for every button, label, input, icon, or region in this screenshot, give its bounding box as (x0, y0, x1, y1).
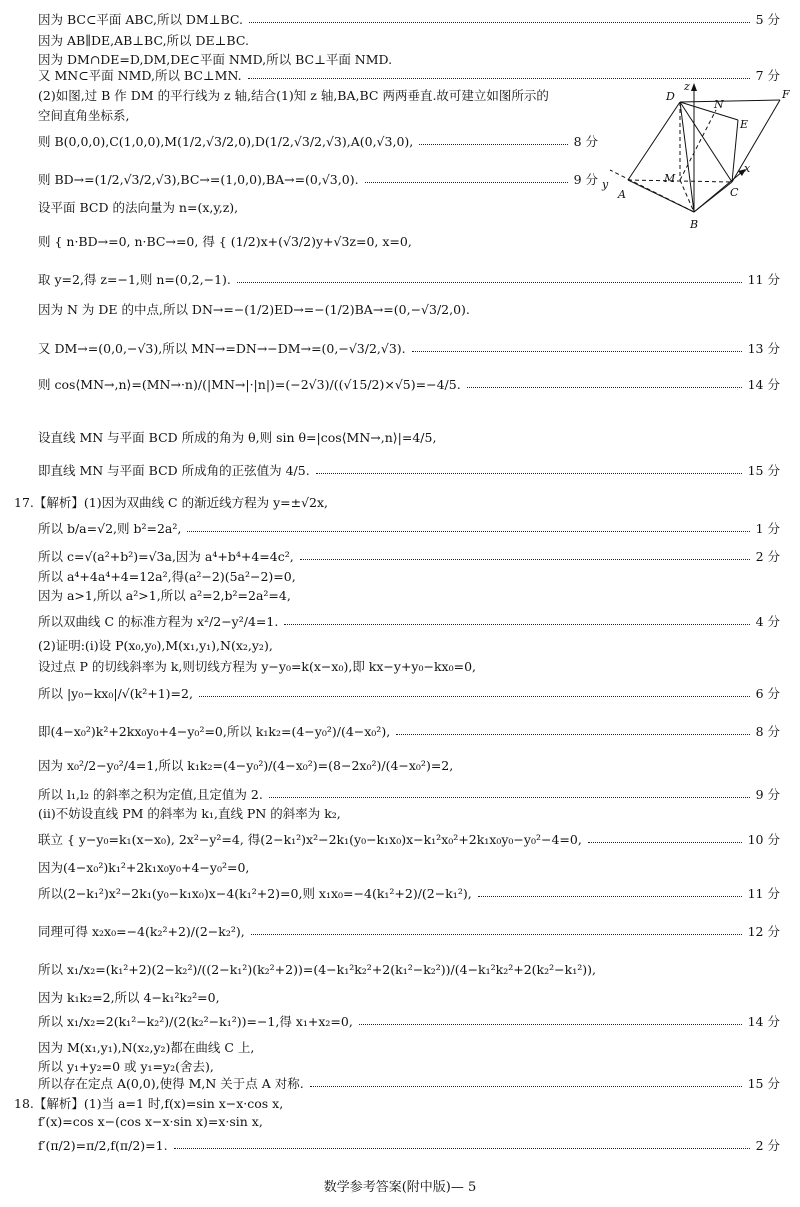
solution-line: 因为 N 为 DE 的中点,所以 DN→=−(1/2)ED→=−(1/2)BA→=(0,−√3/2,0). (38, 302, 470, 317)
solution-line: (2)证明:(ⅰ)设 P(x₀,y₀),M(x₁,y₁),N(x₂,y₂), (38, 638, 273, 653)
figure-label: M (664, 172, 676, 185)
solution-line: f′(π/2)=π/2,f(π/2)=1. 2 分 (38, 1138, 780, 1153)
solution-line: 所以 y₁+y₂=0 或 y₁=y₂(舍去), (38, 1059, 214, 1074)
figure-label: C (730, 186, 739, 199)
solution-line: 取 y=2,得 z=−1,则 n=(0,2,−1). 11 分 (38, 272, 780, 287)
figure-label: A (618, 188, 626, 201)
solution-line: 所以 l₁,l₂ 的斜率之积为定值,且定值为 2. 9 分 (38, 787, 780, 802)
solution-line: 又 MN⊂平面 NMD,所以 BC⊥MN. 7 分 (38, 68, 780, 83)
solution-line: 因为 x₀²/2−y₀²/4=1,所以 k₁k₂=(4−y₀²)/(4−x₀²)=(8−2x₀²)/(4−x₀²)=2, (38, 758, 454, 773)
solution-line: 所以存在定点 A(0,0),使得 M,N 关于点 A 对称. 15 分 (38, 1076, 780, 1091)
figure-label: F (782, 88, 790, 101)
solution-line: 则 cos⟨MN→,n⟩=(MN→·n)/(|MN→|·|n|)=(−2√3)/((√15/2)×√5)=−4/5. 14 分 (38, 377, 780, 392)
solution-line: 因为 k₁k₂=2,所以 4−k₁²k₂²=0, (38, 990, 220, 1005)
figure-label: y (602, 178, 609, 191)
solution-line: 设平面 BCD 的法向量为 n=(x,y,z), (38, 200, 239, 215)
solution-line: 则 { n·BD→=0, n·BC→=0, 得 { (1/2)x+(√3/2)y+√3z=0, x=0, (38, 234, 412, 249)
solution-line: 所以双曲线 C 的标准方程为 x²/2−y²/4=1. 4 分 (38, 614, 780, 629)
solution-line: 即直线 MN 与平面 BCD 所成角的正弦值为 4/5. 15 分 (38, 463, 780, 478)
solution-line: 则 BD→=(1/2,√3/2,√3),BC→=(1,0,0),BA→=(0,√3,0). 9 分 (38, 172, 598, 187)
solution-line: 即(4−x₀²)k²+2kx₀y₀+4−y₀²=0,所以 k₁k₂=(4−y₀²)/(4−x₀²), 8 分 (38, 724, 780, 739)
solution-line: f′(x)=cos x−(cos x−x·sin x)=x·sin x, (38, 1114, 263, 1129)
figure-label: B (690, 218, 699, 231)
solution-line: 同理可得 x₂x₀=−4(k₂²+2)/(2−k₂²), 12 分 (38, 924, 780, 939)
solution-line: 则 B(0,0,0),C(1,0,0),M(1/2,√3/2,0),D(1/2,√3/2,√3),A(0,√3,0), 8 分 (38, 134, 598, 149)
figure-label: x (744, 162, 751, 175)
solution-line: 空间直角坐标系, (38, 108, 130, 123)
solution-line: 又 DM→=(0,0,−√3),所以 MN→=DN→−DM→=(0,−√3/2,√3). 13 分 (38, 341, 780, 356)
solution-line: 因为 M(x₁,y₁),N(x₂,y₂)都在曲线 C 上, (38, 1040, 255, 1055)
solution-line: 所以 c=√(a²+b²)=√3a,因为 a⁴+b⁴+4=4c², 2 分 (38, 549, 780, 564)
solution-line: 所以 x₁/x₂=(k₁²+2)(2−k₂²)/((2−k₁²)(k₂²+2))=(4−k₁²k₂²+2(k₁²−k₂²))/(4−k₁²k₂²+2(k₂²−k₁²)), (38, 962, 596, 977)
figure-label: E (740, 118, 749, 131)
solution-line: 因为(4−x₀²)k₁²+2k₁x₀y₀+4−y₀²=0, (38, 860, 250, 875)
page-footer: 数学参考答案(附中版)— 5 (323, 1180, 477, 1195)
figure-label: z (684, 80, 690, 93)
solution-line: 所以 b/a=√2,则 b²=2a², 1 分 (38, 521, 780, 536)
solution-line: 因为 DM∩DE=D,DM,DE⊂平面 NMD,所以 BC⊥平面 NMD. (38, 52, 393, 67)
solution-line: 所以 |y₀−kx₀|/√(k²+1)=2, 6 分 (38, 686, 780, 701)
solid-geometry-figure (596, 80, 792, 232)
solution-line: (ⅱ)不妨设直线 PM 的斜率为 k₁,直线 PN 的斜率为 k₂, (38, 806, 341, 821)
solution-line: 设过点 P 的切线斜率为 k,则切线方程为 y−y₀=k(x−x₀),即 kx−y+y₀−kx₀=0, (38, 659, 477, 674)
figure-label: D (666, 90, 675, 103)
solution-line: 所以 x₁/x₂=2(k₁²−k₂²)/(2(k₂²−k₁²))=−1,得 x₁+x₂=0, 14 分 (38, 1014, 780, 1029)
solution-line: 因为 a>1,所以 a²>1,所以 a²=2,b²=2a²=4, (38, 588, 291, 603)
solution-line: 设直线 MN 与平面 BCD 所成的角为 θ,则 sin θ=|cos⟨MN→,n⟩|=4/5, (38, 430, 437, 445)
solution-line: 因为 AB∥DE,AB⊥BC,所以 DE⊥BC. (38, 33, 249, 48)
solution-line: 所以 a⁴+4a⁴+4=12a²,得(a²−2)(5a²−2)=0, (38, 569, 296, 584)
problem-18-heading: 18.【解析】(1)当 a=1 时,f(x)=sin x−x·cos x, (14, 1096, 284, 1111)
problem-17-heading: 17.【解析】(1)因为双曲线 C 的渐近线方程为 y=±√2x, (14, 495, 329, 510)
solution-line: 联立 { y−y₀=k₁(x−x₀), 2x²−y²=4, 得(2−k₁²)x²−2k₁(y₀−k₁x₀)x−k₁²x₀²+2k₁x₀y₀−y₀²−4=0, 10 分 (38, 832, 780, 847)
figure-label: N (714, 98, 724, 111)
solution-line: 因为 BC⊂平面 ABC,所以 DM⊥BC. 5 分 (38, 12, 780, 27)
solution-line: (2)如图,过 B 作 DM 的平行线为 z 轴,结合(1)知 z 轴,BA,BC 两两垂直.故可建立如图所示的 (38, 88, 549, 103)
solution-line: 所以(2−k₁²)x²−2k₁(y₀−k₁x₀)x−4(k₁²+2)=0,则 x₁x₀=−4(k₁²+2)/(2−k₁²), 11 分 (38, 886, 780, 901)
